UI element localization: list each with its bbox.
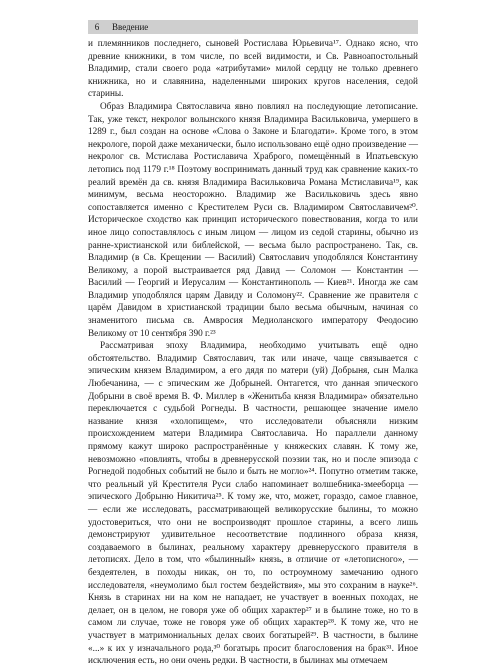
paragraph-1: и племянников последнего, сыновей Ростислава Юрьевича¹⁷. Однако ясно, что древние книжники, в том числе, по всей видимости, и Св. Равноапостольный Владимир, стали своего рода «атрибутами» милой сердцу не только древнего книжника, но и славянина, наделенными широких кругов населения, седой старины. — [88, 39, 418, 100]
running-header — [88, 20, 418, 34]
body-text — [88, 38, 418, 667]
paragraph-2: Образ Владимира Святославича явно повлиял на последующие летописание. Так, уже текст, некролог волынского князя Владимира Васильковича, умершего в 1289 г., был создан на основе «Слова о Законе и Благодати». Кроме того, в этом некрологе, порой даже механически, было использовано ещё одно произведение — некролог св. Мстислава Ростиславича Храброго, помещённый в Ипатьевскую летопись под 1179 г.¹⁸ Поэтому воспринимать данный труд как сравнение каких-то реалий времён да св. князя Владимира Васильковича Романа Мстиславича¹⁹, как минимум, весьма неосторожно. Владимир же Васильковичь здесь явно сопоставляется именно с Крестителем Руси св. Владимиром Святославичем²⁰. Историческое сходство как принцип исторического повествования, когда то или иное лицо сопоставлялось с иным лицом — лицом из седой старины, обычно из ранне-христианской или библейской, — весьма было распространено. Так, св. Владимир (в Св. Крещении — Василий) Святославич уподоблялся Константину Великому, а порой выстраивается ряд Давид — Соломон — Константин — Василий — Георгий и Иерусалим — Константинополь — Киев²¹. Иногда же сам Владимир уподоблялся царям Давиду и Соломону²². Сравнение же правителя с царём Давидом в христианской традиции было весьма обычным, начиная со знаменитого письма св. Амвросия Медиоланского императору Феодосию Великому от 10 сентября 390 г.²³ — [88, 101, 418, 339]
page-number: 6 — [94, 22, 100, 32]
paragraph-3: Рассматривая эпоху Владимира, необходимо учитывать ещё одно обстоятельство. Владимир Святославич, так или иначе, чаще связывается с эпическим князем Владимиром, а его дядя по матери (уй) Добрыня, сын Малка Любечанина, — с эпическим же Добрыней. Онтагется, что данная эпического Добрыни в своё время В. Ф. Миллер в «Женитьба князя Владимира» обязательно переключается с судьбой Рогнеды. В частности, решающее значение имело название князя «холопищем», что исследователи объясняли низким происхождением матери Владимира Святославича. Но параллели данному прямому кажут широко распространённые у княжеских славян. К тому же, невозможно «повлиять, чтобы в древнерусской поэзии так, но и после эпизода с Рогнедой подобных событий не было и быть не могло»²⁴. Попутно отметим также, что реальный уй Крестителя Руси слабо напоминает волшебника-змееборца — эпического Добрыню Никитича²⁵. К тому же, что, может, гораздо, самое главное, — если же исследовать, рассматривающей великорусские былины, то можно удостовериться, что они не воспроизводят прошлое старины, а всего лишь демонстрируют удивительное несоответствие подлинного образа князя, создаваемого в былинах, реальному характеру древнерусского правителя в летописях. Дело в том, что «былинный» князь, в отличие от «летописного», — бездеятелен, в походы никак, он то, по остроумному замечанию одного исследователя, «неумолимо был гостем бездействия», мы это сохраним в науке²⁶. Князь в старинах ни на ком не нападает, не участвует в военных походах, не делает, он в целом, не говоря уже об общих характер²⁷ и в былине тоже, но то в самом ли случае, тоже не говоря уже об общих характер²⁸. К тому же, что не участвует в матримониальных делах своих богатырей²⁹. В частности, в былине «...» к их у изначального рода,³⁰ богатырь просит благословения на брак³¹. Иное исключения есть, но они очень редки. В частности, в былинах мы отмечаем — [88, 341, 418, 667]
section-title: Введение — [112, 22, 149, 32]
